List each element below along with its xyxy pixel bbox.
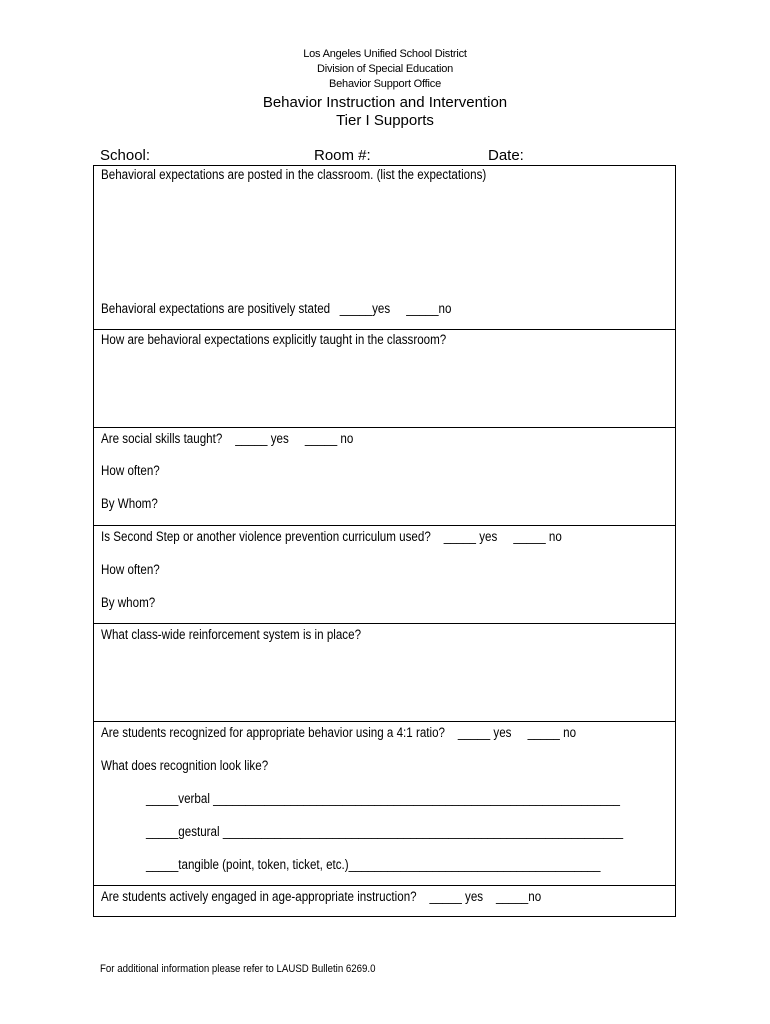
- top-fields: [100, 147, 676, 164]
- section-divider: [93, 329, 676, 330]
- second-step-how-often: How often?: [101, 562, 160, 577]
- second-step-question[interactable]: Is Second Step or another violence prevention curriculum used? _____ yes _____ no: [101, 529, 562, 544]
- recognition-tangible-line[interactable]: _____tangible (point, token, ticket, etc.)_______________________________________: [146, 857, 601, 872]
- recognition-look-prompt: What does recognition look like?: [101, 758, 269, 773]
- section-divider: [93, 525, 676, 526]
- expectations-prompt: Behavioral expectations are posted in the classroom. (list the expectations): [101, 167, 487, 182]
- form-subtitle: Tier I Supports: [336, 112, 434, 129]
- expectations-positive-question[interactable]: Behavioral expectations are positively stated _____yes _____no: [101, 301, 452, 316]
- reinforcement-prompt: What class-wide reinforcement system is in place?: [101, 627, 362, 642]
- room-field-label[interactable]: Room #:: [314, 147, 371, 164]
- date-field-label[interactable]: Date:: [488, 147, 524, 164]
- section-divider: [93, 427, 676, 428]
- social-skills-question[interactable]: Are social skills taught? _____ yes _____ no: [101, 431, 354, 446]
- office-name: Behavior Support Office: [329, 78, 441, 90]
- district-name: Los Angeles Unified School District: [303, 48, 467, 60]
- recognition-verbal-line[interactable]: _____verbal _______________________________________________________________: [146, 791, 620, 806]
- social-by-whom: By Whom?: [101, 496, 158, 511]
- footer-note: For additional information please refer to LAUSD Bulletin 6269.0: [100, 963, 376, 975]
- recognition-question[interactable]: Are students recognized for appropriate behavior using a 4:1 ratio? _____ yes _____ no: [101, 725, 577, 740]
- recognition-gestural-line[interactable]: _____gestural ______________________________________________________________: [146, 824, 624, 839]
- division-name: Division of Special Education: [316, 63, 454, 75]
- taught-prompt: How are behavioral expectations explicitly taught in the classroom?: [101, 332, 447, 347]
- section-divider: [93, 885, 676, 886]
- section-divider: [93, 623, 676, 624]
- social-how-often: How often?: [101, 463, 160, 478]
- engagement-question[interactable]: Are students actively engaged in age-appropriate instruction? _____ yes _____no: [101, 889, 542, 904]
- second-step-by-whom: By whom?: [101, 595, 156, 610]
- school-field-label[interactable]: School:: [100, 147, 151, 164]
- form-title: Behavior Instruction and Intervention: [262, 94, 508, 111]
- section-divider: [93, 721, 676, 722]
